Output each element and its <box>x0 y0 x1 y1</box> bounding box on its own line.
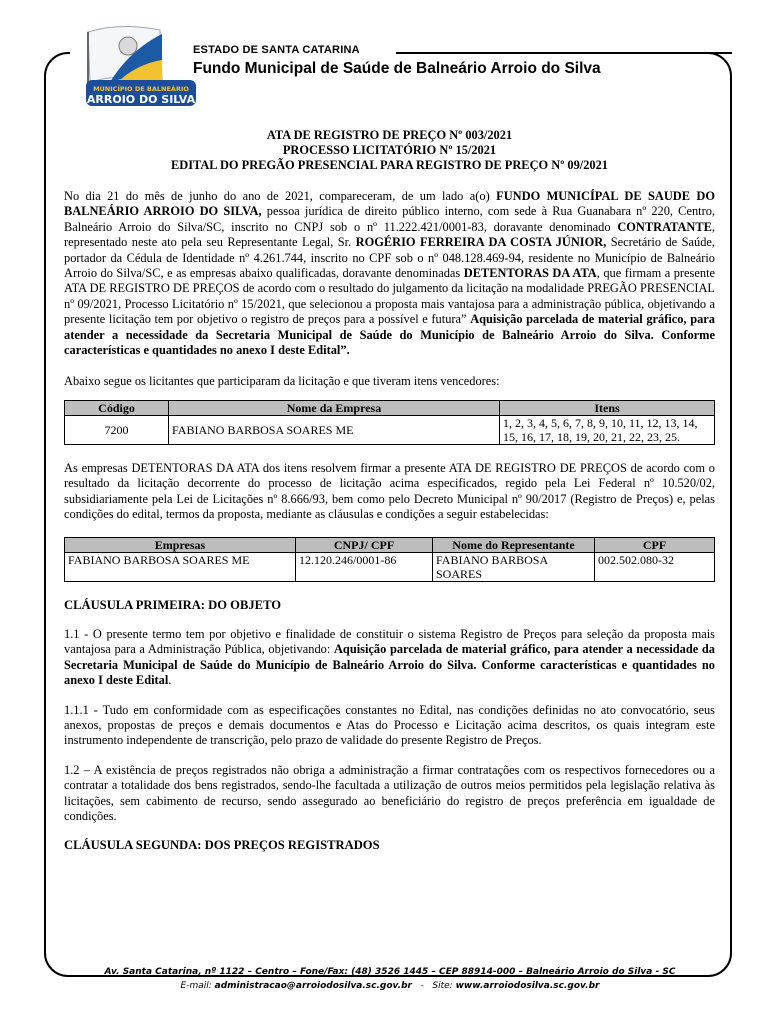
col-code: Código <box>65 400 169 415</box>
table-row <box>65 415 715 444</box>
bidders-intro: Abaixo segue os licitantes que participaram da licitação e que tiveram itens vencedores: <box>64 374 500 389</box>
footer-address: Av. Santa Catarina, nº 1122 – Centro – Fone/Fax: (48) 3526 1445 – CEP 88914-000 – Balneário Arroio do Silva - SC <box>104 967 676 977</box>
cell-cnpj: 12.120.246/0001-86 <box>296 552 433 581</box>
cell-cpf: 002.502.080-32 <box>595 552 715 581</box>
clause2-title: CLÁUSULA SEGUNDA: DOS PREÇOS REGISTRADOS <box>64 838 380 853</box>
table-row <box>65 552 715 581</box>
ata-title: ATA DE REGISTRO DE PREÇO Nº 003/2021 <box>266 128 513 142</box>
cell-items: 1, 2, 3, 4, 5, 6, 7, 8, 9, 10, 11, 12, 13, 14, 15, 16, 17, 18, 19, 20, 21, 22, 23, 25. <box>500 415 715 444</box>
col-items: Itens <box>500 400 715 415</box>
clause1-paragraph2: 1.1.1 - Tudo em conformidade com as especificações constantes no Edital, nas condições definidas no ato convocatório, seus anexos, propostas de preços e demais documentos e Atas do Processo e Licitação acima descritos, os quais integram este instrumento independente de transcrição, pelo prazo de validade do presente Registro de Preços. <box>64 702 715 748</box>
cell-companies: FABIANO BARBOSA SOARES ME <box>65 552 296 581</box>
footer-email[interactable]: administracao@arroiodosilva.sc.gov.br <box>214 981 412 991</box>
col-company: Nome da Empresa <box>169 400 500 415</box>
municipality-logo <box>80 24 200 108</box>
edital-title: EDITAL DO PREGÃO PRESENCIAL PARA REGISTRO DE PREÇO Nº 09/2021 <box>170 158 608 172</box>
document-titles <box>64 128 715 173</box>
clause1-paragraph1: 1.1 - O presente termo tem por objetivo e finalidade de constituir o sistema Registro de Preços para seleção da proposta mais vantajosa para a Administração Pública, objetivando: Aquisição parcelada de material gráfico, para atender a necessidade da Secretaria Municipal de Saúde do Município de Balneário Arroio do Silva. Conforme características e quantidades no anexo I deste Edital. <box>64 626 715 688</box>
col-cpf: CPF <box>595 537 715 552</box>
logo-text-bottom: ARROIO DO SILVA <box>86 93 196 106</box>
col-cnpj: CNPJ/ CPF <box>296 537 433 552</box>
col-companies: Empresas <box>65 537 296 552</box>
cell-representative: FABIANO BARBOSA SOARES <box>433 552 595 581</box>
fund-name: Fundo Municipal de Saúde de Balneário Arroio do Silva <box>193 60 601 77</box>
table-header-row <box>65 400 715 415</box>
cell-company: FABIANO BARBOSA SOARES ME <box>169 415 500 444</box>
clause1-paragraph3: 1.2 – A existência de preços registrados não obriga a administração a firmar contratações com os respectivos fornecedores ou a contratar a totalidade dos bens registrados, sendo-lhe facultada a utilização de outros meios permitidos pela legislação relativa às licitações, sem cabimento de recurso, sendo assegurado ao beneficiário do registro de preços preferência em igualdade de condições. <box>64 762 715 823</box>
header-rule <box>396 52 732 54</box>
clause1-title: CLÁUSULA PRIMEIRA: DO OBJETO <box>64 597 282 612</box>
cell-code: 7200 <box>65 415 169 444</box>
footer-contacts: E-mail: administracao@arroiodosilva.sc.gov.br - Site: www.arroiodosilva.sc.gov.br <box>180 981 600 991</box>
logo-text-top: MUNICÍPIO DE BALNEÁRIO <box>93 85 189 93</box>
document-body <box>64 128 715 854</box>
col-representative: Nome do Representante <box>433 537 595 552</box>
winners-table <box>64 400 715 445</box>
footer-site[interactable]: www.arroiodosilva.sc.gov.br <box>455 981 600 991</box>
agreement-paragraph: As empresas DETENTORAS DA ATA dos itens resolvem firmar a presente ATA DE REGISTRO DE PREÇOS de acordo com o resultado da licitação decorrente do processo de licitação acima especificados, regido pela Lei Federal nº 10.520/02, subsidiariamente pela Lei de Licitações nº 8.666/93, bem como pelo Decreto Municipal nº 90/2017 (Registro de Preços) e, pelas condições do edital, termos da proposta, mediante as cláusulas e condições a seguir estabelecidas: <box>64 460 715 522</box>
process-title: PROCESSO LICITATÓRIO Nº 15/2021 <box>282 143 497 157</box>
representatives-table <box>64 537 715 582</box>
table-header-row <box>65 537 715 552</box>
state-name: ESTADO DE SANTA CATARINA <box>193 44 360 56</box>
intro-paragraph: No dia 21 do mês de junho do ano de 2021, compareceram, de um lado a(o) FUNDO MUNICÍPAL DE SAUDE DO BALNEÁRIO ARROIO DO SILVA, pessoa jurídica de direito público interno, com sede à Rua Guanabara nº 220, Centro, Balneário Arroio do Silva/SC, inscrito no CNPJ sob o nº 11.222.421/0001-83, doravante denominado CONTRATANTE, representado neste ato pela seu Representante Legal, Sr. ROGÉRIO FERREIRA DA COSTA JÚNIOR, Secretário de Saúde, portador da Cédula de Identidade nº 4.261.744, inscrito no CPF sob o nº 048.128.469-94, residente no Município de Balneário Arroio do Silva/SC, e as empresas abaixo qualificadas, doravante denominadas DETENTORAS DA ATA, que firmam a presente ATA DE REGISTRO DE PREÇOS de acordo com o resultado do julgamento da licitação na modalidade PREGÃO PRESENCIAL nº 09/2021, Processo Licitatório nº 15/2021, que selecionou a proposta mais vantajosa para a administração pública, objetivando a presente licitação tem por objetivo o registro de preços para a possível e futura” Aquisição parcelada de material gráfico, para atender a necessidade da Secretaria Municipal de Saúde do Município de Balneário Arroio do Silva. Conforme características e quantidades no anexo I deste Edital”. <box>64 189 716 358</box>
